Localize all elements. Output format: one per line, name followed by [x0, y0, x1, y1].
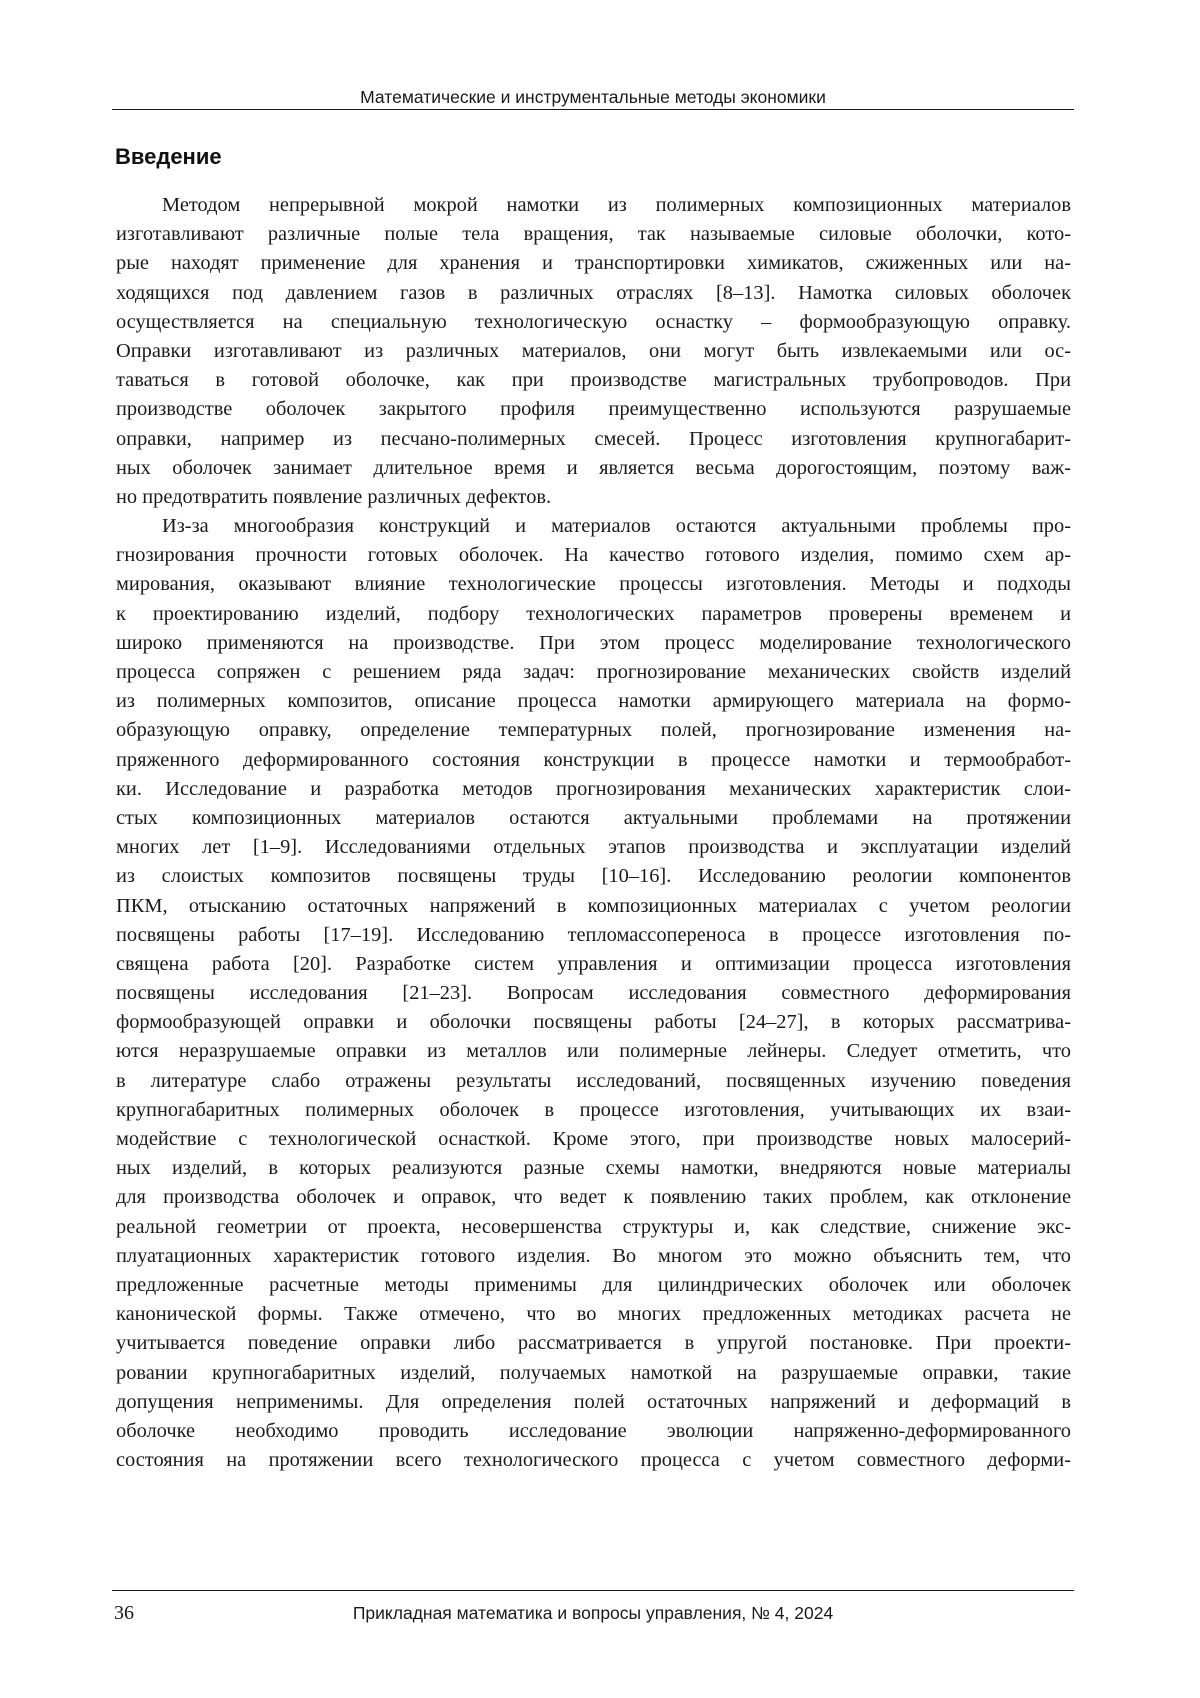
text-line: священа работа [20]. Разработке систем управления и оптимизации процесса изготовления — [116, 952, 1071, 975]
text-line: образующую оправку, определение температурных полей, прогнозирование изменения на- — [116, 719, 1071, 742]
text-line: допущения неприменимы. Для определения полей остаточных напряжений и деформаций в — [116, 1390, 1071, 1413]
text-line: посвящены работы [17–19]. Исследованию тепломассопереноса в процессе изготовления по- — [116, 923, 1071, 946]
text-line: Методом непрерывной мокрой намотки из полимерных композиционных материалов — [162, 194, 1071, 216]
text-line: Из-за многообразия конструкций и материалов остаются актуальными проблемы про- — [162, 515, 1071, 538]
text-line: предложенные расчетные методы применимы для цилиндрических оболочек или оболочек — [116, 1273, 1071, 1296]
text-line: осуществляется на специальную технологическую оснастку – формообразующую оправку. — [116, 310, 1071, 333]
text-line: производстве оболочек закрытого профиля преимущественно используются разрушаемые — [116, 398, 1071, 421]
text-line: оболочке необходимо проводить исследование эволюции напряженно-деформированного — [116, 1419, 1071, 1442]
text-line: ных оболочек занимает длительное время и является весьма дорогостоящим, поэтому важ- — [116, 456, 1071, 479]
text-line: для производства оболочек и оправок, что ведет к появлению таких проблем, как отклонение — [116, 1186, 1071, 1209]
text-line: из полимерных композитов, описание процесса намотки армирующего материала на формо- — [116, 690, 1071, 713]
page-number: 36 — [114, 1602, 134, 1624]
text-line: плуатационных характеристик готового изделия. Во многом это можно объяснить тем, что — [116, 1244, 1071, 1267]
text-line: процесса сопряжен с решением ряда задач: прогнозирование механических свойств изделий — [116, 661, 1071, 683]
body-text — [116, 191, 1071, 1475]
text-line: к проектированию изделий, подбору технологических параметров проверены временем и — [116, 602, 1071, 625]
footer-rule — [112, 1590, 1074, 1591]
text-line: формообразующей оправки и оболочки посвящены работы [24–27], в которых рассматрива- — [116, 1011, 1071, 1034]
text-line: Оправки изготавливают из различных материалов, они могут быть извлекаемыми или ос- — [116, 339, 1071, 362]
text-line: крупногабаритных полимерных оболочек в процессе изготовления, учитывающих их взаи- — [116, 1098, 1071, 1121]
text-line: оправки, например из песчано-полимерных смесей. Процесс изготовления крупногабарит- — [116, 427, 1071, 450]
text-line: пряженного деформированного состояния конструкции в процессе намотки и термообработ- — [116, 748, 1071, 771]
text-line: ются неразрушаемые оправки из металлов или полимерные лейнеры. Следует отметить, что — [116, 1040, 1071, 1063]
text-line: широко применяются на производстве. При этом процесс моделирование технологического — [116, 631, 1071, 654]
text-line: таваться в готовой оболочке, как при производстве магистральных трубопроводов. При — [116, 369, 1071, 392]
text-line: многих лет [1–9]. Исследованиями отдельных этапов производства и эксплуатации изделий — [116, 836, 1071, 859]
text-line: ных изделий, в которых реализуются разные схемы намотки, внедряются новые материалы — [116, 1157, 1071, 1180]
text-line: состояния на протяжении всего технологического процесса с учетом совместного деформи- — [116, 1449, 1071, 1472]
journal-footer: Прикладная математика и вопросы управления, № 4, 2024 — [352, 1603, 834, 1623]
text-line: модействие с технологической оснасткой. Кроме этого, при производстве новых малосерий- — [116, 1128, 1071, 1150]
text-line: ровании крупногабаритных изделий, получаемых намоткой на разрушаемые оправки, такие — [116, 1361, 1071, 1384]
text-line: рые находят применение для хранения и транспортировки химикатов, сжиженных или на- — [116, 252, 1071, 275]
text-line: в литературе слабо отражены результаты исследований, посвященных изучению поведения — [116, 1069, 1071, 1092]
text-line: мирования, оказывают влияние технологические процессы изготовления. Методы и подходы — [116, 573, 1071, 596]
text-line: гнозирования прочности готовых оболочек. На качество готового изделия, помимо схем ар- — [116, 544, 1071, 567]
section-title: Введение — [115, 144, 222, 169]
running-header: Математические и инструментальные методы экономики — [360, 87, 826, 107]
text-line: из слоистых композитов посвящены труды [10–16]. Исследованию реологии компонентов — [116, 865, 1071, 888]
text-line: ходящихся под давлением газов в различных отраслях [8–13]. Намотка силовых оболочек — [116, 281, 1071, 304]
text-line: ПКМ, отысканию остаточных напряжений в композиционных материалах с учетом реологии — [116, 894, 1071, 917]
text-line: реальной геометрии от проекта, несовершенства структуры и, как следствие, снижение экс- — [116, 1215, 1071, 1238]
text-line: стых композиционных материалов остаются актуальными проблемами на протяжении — [116, 806, 1071, 829]
text-line: посвящены исследования [21–23]. Вопросам исследования совместного деформирования — [116, 982, 1071, 1005]
text-line: учитывается поведение оправки либо рассматривается в упругой постановке. При проекти- — [116, 1332, 1071, 1355]
header-rule — [112, 109, 1074, 110]
text-line: канонической формы. Также отмечено, что во многих предложенных методиках расчета не — [116, 1303, 1071, 1326]
text-line: но предотвратить появление различных дефектов. — [116, 485, 552, 508]
text-line: ки. Исследование и разработка методов прогнозирования механических характеристик слои- — [116, 777, 1071, 800]
text-line: изготавливают различные полые тела вращения, так называемые силовые оболочки, кото- — [116, 223, 1071, 246]
